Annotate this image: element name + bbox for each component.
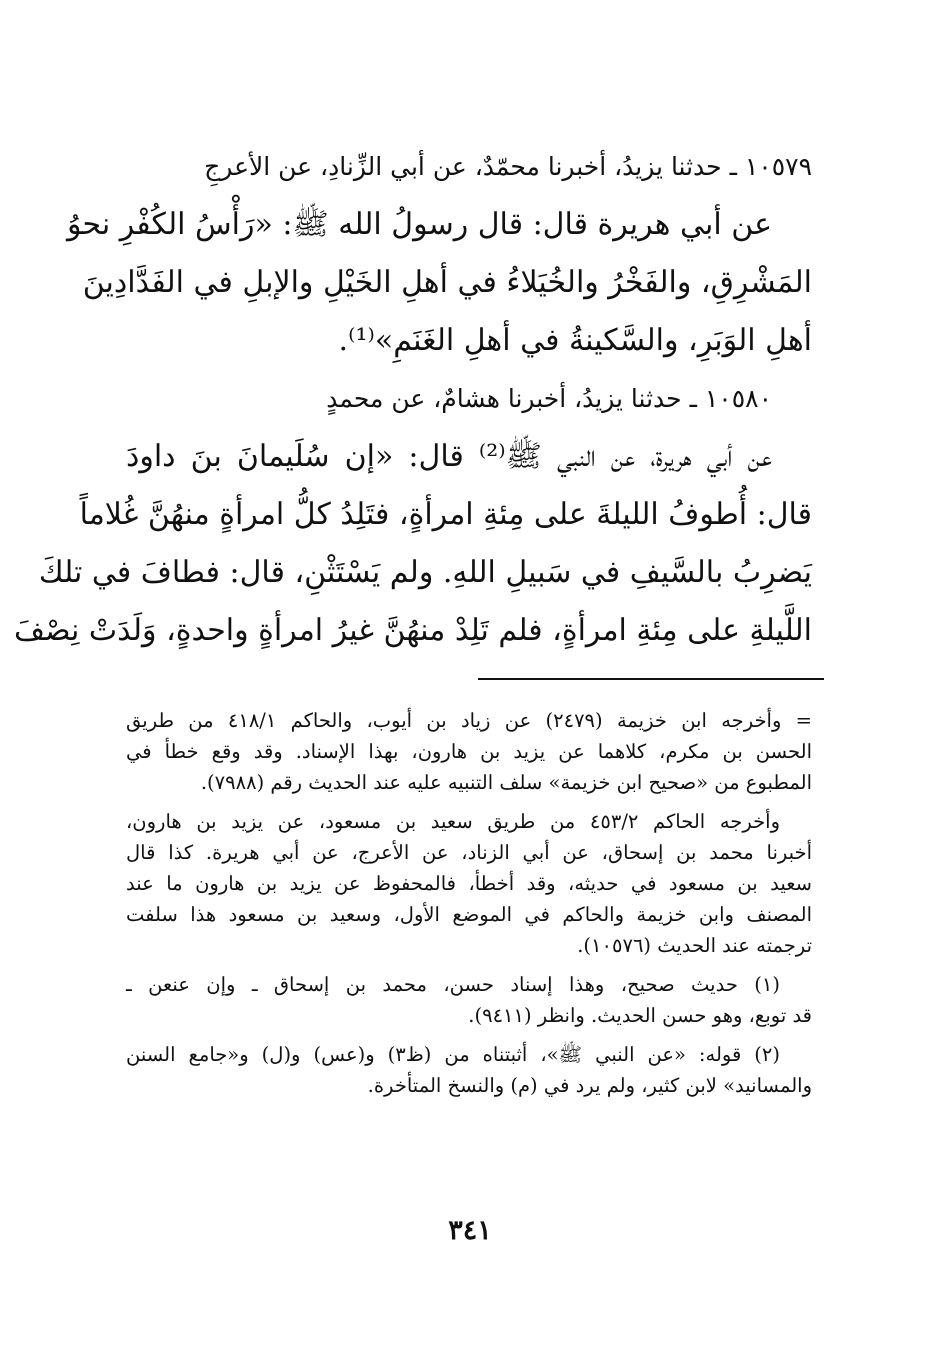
footnote-line: سعيد بن مسعود في حديثه، وقد أخطأ، فالمحفوظ عن يزيد بن هارون ما عند [126, 872, 812, 895]
text-line: قال: أُطوفُ الليلةَ على مِئةِ امرأةٍ، فتَلِدُ كلُّ امرأةٍ منهُنَّ غُلاماً [79, 497, 812, 532]
footnote-line: المصنف وابن خزيمة والحاكم في الموضع الأول، وسعيد بن مسعود هذا سلفت [126, 903, 812, 926]
footnote-line: الحسن بن مكرم، كلاهما عن يزيد بن هارون، بهذا الإسناد. وقد وقع خطأ في [126, 740, 812, 763]
text-line: يَضرِبُ بالسَّيفِ في سَبيلِ اللهِ. ولم يَسْتَثْنِ، قال: فطافَ في تلكَ [38, 555, 812, 590]
footnote-2 [126, 1039, 812, 1101]
hadith-heading: ١٠٥٧٩ ـ حدثنا يزيدُ، أخبرنا محمّدٌ، عن أبي الزِّنادِ، عن الأعرجِ [204, 152, 812, 181]
footnote-line: أخبرنا محمد بن إسحاق، عن أبي الزناد، عن الأعرج، عن أبي هريرة. كذا قال [126, 841, 812, 864]
footnote-paragraph [126, 806, 812, 961]
main-text [13, 138, 812, 660]
footnote-line: المطبوع من «صحيح ابن خزيمة» سلف التنبيه عليه عند الحديث رقم (٧٩٨٨). [200, 771, 812, 794]
footnote-line: = وأخرجه ابن خزيمة (٢٤٧٩) عن زياد بن أيوب، والحاكم ٤١٨/١ من طريق [126, 709, 813, 732]
footnote-line: ترجمته عند الحديث (١٠٥٧٦). [577, 934, 812, 957]
text-line: عن أبي هريرة، عن النبي ﷺ⁽²⁾ قال: «إن سُلَيمانَ بنَ داودَ [126, 439, 772, 474]
page-number: ٣٤١ [448, 1215, 492, 1246]
hadith-10580 [13, 370, 812, 660]
hadith-heading: ١٠٥٨٠ ـ حدثنا يزيدُ، أخبرنا هشامٌ، عن محمدٍ [326, 384, 772, 413]
text-line: عن أبي هريرة قال: قال رسولُ الله ﷺ: «رَأْسُ الكُفْرِ نحوُ [67, 207, 772, 242]
footnote-line: (٢) قوله: «عن النبي ﷺ»، أثبتناه من (ظ٣) و(عس) و(ل) و«جامع السنن [126, 1043, 781, 1066]
footnote-line: (١) حديث صحيح، وهذا إسناد حسن، محمد بن إسحاق ـ وإن عنعن ـ [126, 973, 780, 996]
footnote-continuation [126, 705, 812, 798]
footnote-line: قد توبع، وهو حسن الحديث. وانظر (٩٤١١). [468, 1004, 812, 1027]
text-line: المَشْرِقِ، والفَخْرُ والخُيَلاءُ في أهلِ الخَيْلِ والإبلِ في الفَدَّادِينَ [82, 265, 812, 300]
text-line: أهلِ الوَبَرِ، والسَّكينةُ في أهلِ الغَنَمِ»⁽¹⁾. [338, 323, 812, 358]
footnote-1 [126, 969, 812, 1031]
text-line: اللَّيلةِ على مِئةِ امرأةٍ، فلم تَلِدْ منهُنَّ غيرُ امرأةٍ واحدةٍ، وَلَدَتْ نِصْفَ [13, 613, 812, 648]
footnote-line: والمسانيد» لابن كثير، ولم يرد في (م) والنسخ المتأخرة. [367, 1074, 812, 1097]
footnotes [126, 705, 812, 1101]
footnote-line: وأخرجه الحاكم ٤٥٣/٢ من طريق سعيد بن مسعود، عن يزيد بن هارون، [126, 810, 780, 833]
footnote-separator [478, 678, 824, 680]
hadith-10579 [67, 138, 812, 370]
